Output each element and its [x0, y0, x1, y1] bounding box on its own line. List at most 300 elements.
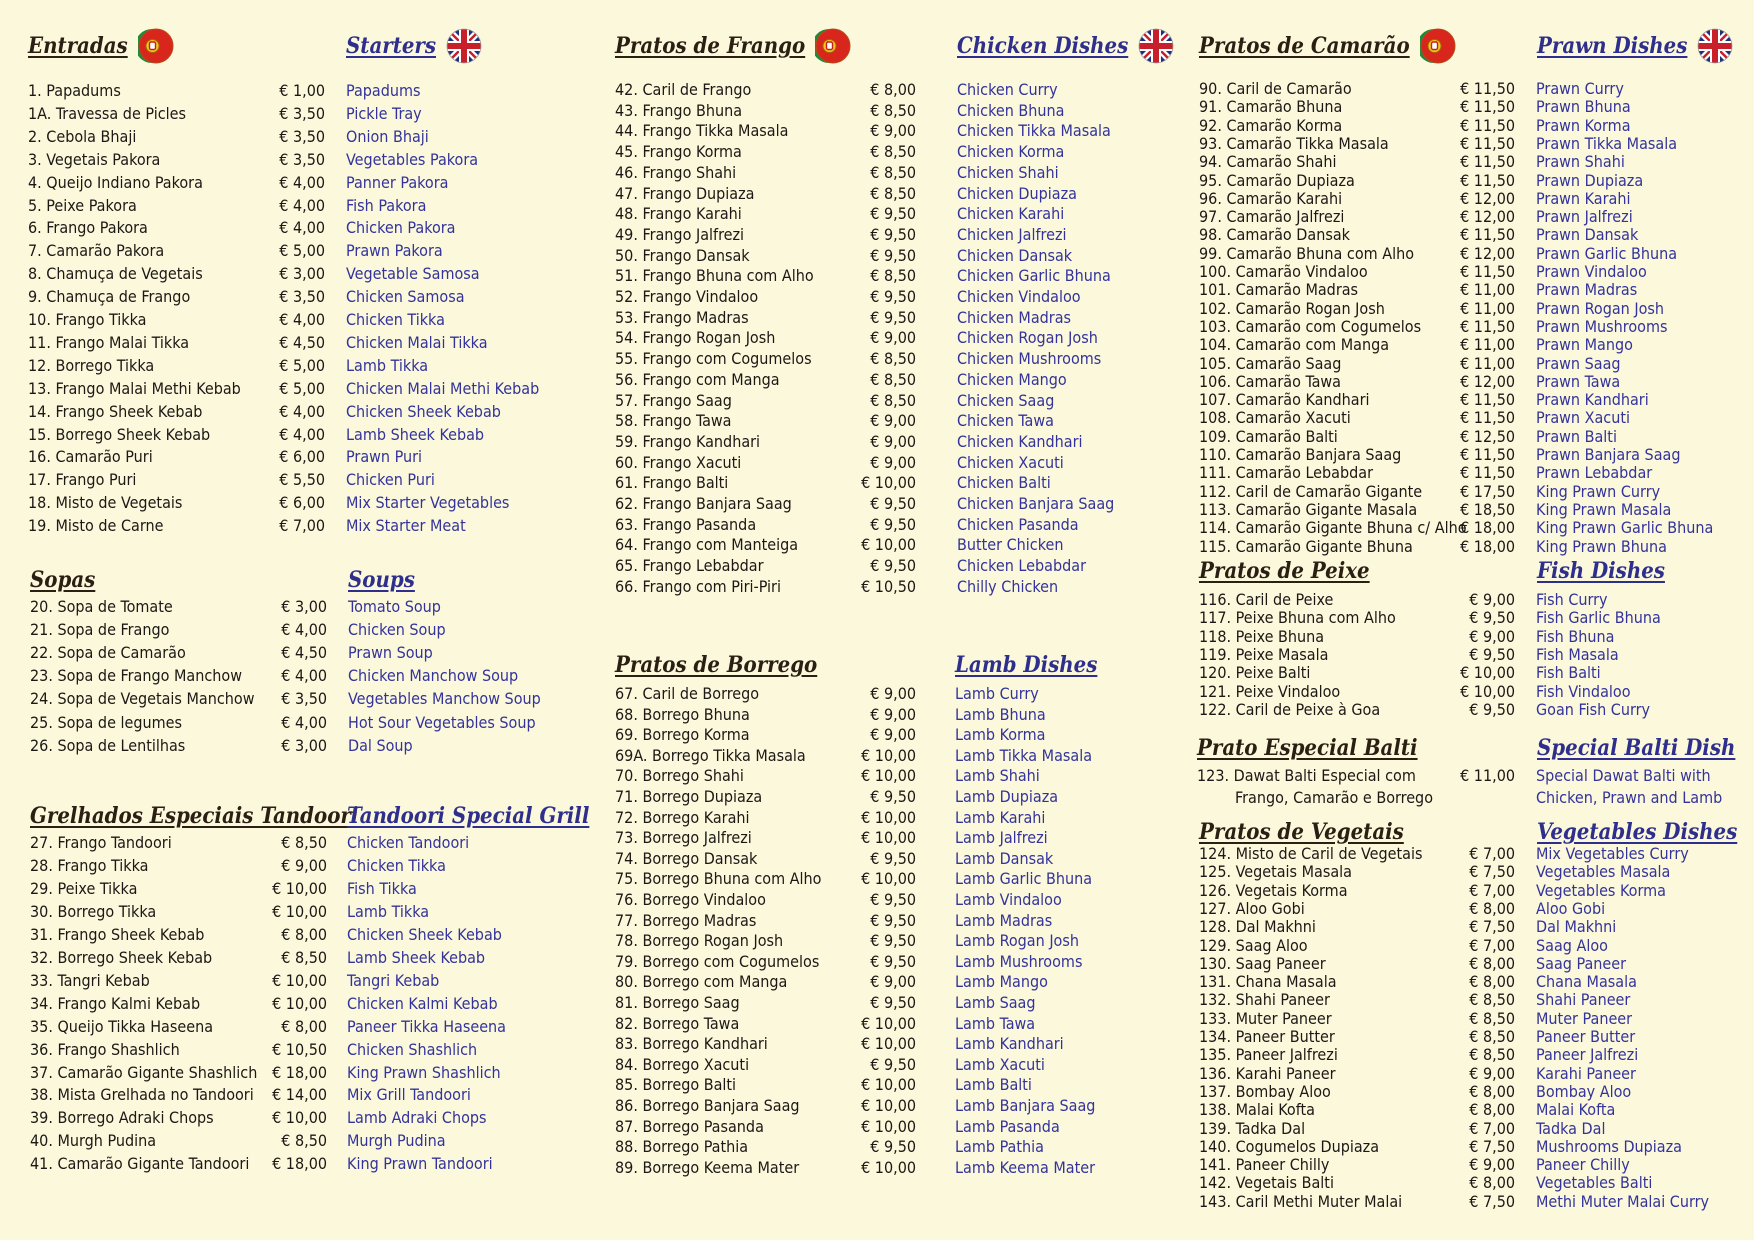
menu-item-name: 69A. Borrego Tikka Masala	[615, 745, 806, 765]
menu-item-english: King Prawn Curry	[1536, 481, 1661, 501]
menu-item-price: € 3,00	[281, 735, 327, 755]
menu-item-price: € 4,00	[279, 310, 325, 329]
menu-item-name: 82. Borrego Tawa	[615, 1013, 740, 1033]
menu-item-name: 23. Sopa de Frango Manchow	[30, 666, 242, 686]
menu-item-english: Lamb Kandhari	[955, 1034, 1064, 1054]
menu-item-english: Chicken Banjara Saag	[957, 494, 1115, 513]
section-title-pt	[28, 26, 174, 66]
menu-item-english: Chana Masala	[1536, 972, 1637, 992]
menu-item-english: Lamb Jalfrezi	[955, 828, 1048, 848]
menu-item-english: Prawn Balti	[1536, 426, 1617, 446]
menu-item-name: 122. Caril de Peixe à Goa	[1199, 699, 1381, 719]
menu-item-price: € 10,00	[861, 1096, 916, 1115]
menu-item-price: € 11,50	[1460, 225, 1515, 245]
menu-item-price: € 12,00	[1460, 207, 1515, 227]
menu-item-price: € 18,50	[1460, 499, 1515, 519]
menu-item-name: 79. Borrego com Cogumelos	[615, 951, 820, 971]
menu-item-english: Chicken Kalmi Kebab	[347, 993, 498, 1013]
menu-item-name: 80. Borrego com Manga	[615, 972, 788, 992]
menu-item-price: € 9,50	[1469, 608, 1515, 628]
menu-item-english: Muter Paneer	[1536, 1008, 1633, 1028]
menu-item-english: Prawn Rogan Josh	[1536, 298, 1665, 318]
menu-item-price: € 11,00	[1460, 353, 1515, 373]
section-title-pt-text: Grelhados Especiais Tandoori	[30, 803, 359, 829]
menu-item-name: 111. Camarão Lebabdar	[1199, 463, 1374, 483]
menu-item-price: € 11,50	[1460, 262, 1515, 281]
menu-item-price: € 18,00	[1460, 536, 1515, 556]
menu-item-english: Murgh Pudina	[347, 1131, 446, 1151]
menu-item-english: Chicken Tawa	[957, 411, 1054, 431]
menu-item-name: 91. Camarão Bhuna	[1199, 97, 1343, 117]
menu-item-name: 28. Frango Tikka	[30, 855, 149, 875]
section-title-pt	[30, 796, 358, 836]
menu-item-name: Frango, Camarão e Borrego	[1235, 788, 1433, 807]
menu-item-english: Vegetable Samosa	[346, 264, 480, 284]
section-title-pt-text: Pratos de Camarão	[1199, 33, 1410, 59]
menu-item-name: 130. Saag Paneer	[1199, 953, 1326, 973]
menu-item-english: Prawn Lebabdar	[1536, 463, 1653, 483]
menu-item-name: 75. Borrego Bhuna com Alho	[615, 869, 822, 889]
menu-item-english: Lamb Sheek Kebab	[346, 424, 485, 444]
menu-item-name: 59. Frango Kandhari	[615, 431, 761, 451]
section-title-en-text: Chicken Dishes	[957, 33, 1129, 59]
menu-item-name: 69. Borrego Korma	[615, 725, 750, 745]
menu-item-english: Chicken Vindaloo	[957, 287, 1081, 306]
menu-item-english: Mix Grill Tandoori	[347, 1085, 471, 1105]
menu-item-name: 35. Queijo Tikka Haseena	[30, 1016, 214, 1036]
menu-item-name: 81. Borrego Saag	[615, 993, 740, 1012]
menu-item-english: Chicken Sheek Kebab	[347, 924, 502, 944]
menu-item-price: € 10,00	[861, 535, 916, 555]
menu-item-english: Lamb Saag	[955, 993, 1036, 1012]
menu-item-english: Paneer Butter	[1536, 1027, 1636, 1046]
menu-item-price: € 14,00	[272, 1085, 327, 1105]
menu-item-price: € 9,00	[870, 411, 916, 431]
menu-item-english: Chicken Pakora	[346, 218, 456, 238]
menu-item-english: Prawn Kandhari	[1536, 390, 1649, 410]
menu-item-price: € 11,50	[1460, 170, 1515, 190]
menu-item-english: Chicken Puri	[346, 470, 435, 490]
menu-item-price: € 11,50	[1460, 133, 1515, 153]
portugal-flag-icon	[138, 28, 174, 64]
menu-item-price: € 11,00	[1460, 280, 1515, 300]
menu-item-price: € 10,00	[1460, 681, 1515, 701]
menu-item-english: Lamb Korma	[955, 725, 1046, 745]
menu-item-english: Vegetables Korma	[1536, 880, 1666, 900]
menu-item-name: 74. Borrego Dansak	[615, 848, 758, 868]
menu-item-name: 135. Paneer Jalfrezi	[1199, 1045, 1338, 1065]
menu-item-price: € 3,00	[281, 597, 327, 616]
menu-item-name: 113. Camarão Gigante Masala	[1199, 499, 1418, 519]
menu-item-english: Prawn Dansak	[1536, 225, 1639, 245]
menu-item-price: € 1,00	[279, 81, 325, 100]
menu-item-english: Chicken Kandhari	[957, 431, 1083, 451]
menu-item-english: Butter Chicken	[957, 535, 1064, 555]
menu-item-english: Chicken Balti	[957, 473, 1051, 493]
menu-item-english: King Prawn Tandoori	[347, 1154, 493, 1174]
menu-item-english: Papadums	[346, 81, 421, 100]
menu-item-name: 29. Peixe Tikka	[30, 878, 138, 898]
menu-item-name: 1. Papadums	[28, 81, 121, 100]
menu-item-name: 20. Sopa de Tomate	[30, 597, 173, 616]
menu-item-english: Tangri Kebab	[347, 970, 440, 990]
menu-item-english: Special Dawat Balti with	[1536, 766, 1711, 785]
menu-item-price: € 5,00	[279, 355, 325, 375]
menu-item-name: 121. Peixe Vindaloo	[1199, 681, 1341, 701]
menu-item-price: € 12,00	[1460, 188, 1515, 208]
menu-item-english: Chicken Xacuti	[957, 452, 1064, 472]
menu-item-name: 137. Bombay Aloo	[1199, 1081, 1331, 1101]
menu-item-english: Saag Aloo	[1536, 935, 1608, 955]
menu-item-price: € 8,00	[870, 80, 916, 99]
menu-item-price: € 11,50	[1460, 152, 1515, 172]
menu-item-english: Prawn Karahi	[1536, 188, 1631, 208]
menu-item-name: 8. Chamuça de Vegetais	[28, 264, 203, 284]
menu-item-english: Chicken Malai Methi Kebab	[346, 378, 540, 398]
menu-item-price: € 18,00	[272, 1154, 327, 1174]
menu-item-name: 103. Camarão com Cogumelos	[1199, 316, 1422, 336]
menu-item-english: Prawn Shahi	[1536, 152, 1625, 172]
menu-item-english: Lamb Dansak	[955, 848, 1054, 868]
menu-item-english: Paneer Chilly	[1536, 1155, 1630, 1175]
menu-item-name: 46. Frango Shahi	[615, 162, 737, 182]
menu-item-english: Fish Vindaloo	[1536, 681, 1631, 701]
menu-item-english: Mushrooms Dupiaza	[1536, 1136, 1682, 1156]
menu-item-price: € 10,00	[272, 901, 327, 921]
section-title-en	[1537, 551, 1665, 591]
menu-item-english: Dal Soup	[348, 735, 413, 755]
menu-item-english: Chicken Soup	[348, 620, 446, 640]
section-title-en-text: Starters	[346, 33, 436, 59]
menu-item-english: Tomato Soup	[348, 597, 441, 616]
menu-item-english: Lamb Garlic Bhuna	[955, 869, 1093, 889]
menu-item-price: € 9,50	[870, 890, 916, 909]
menu-item-name: 48. Frango Karahi	[615, 204, 742, 224]
menu-item-name: 24. Sopa de Vegetais Manchow	[30, 689, 255, 709]
menu-item-name: 71. Borrego Dupiaza	[615, 787, 763, 806]
menu-item-price: € 4,00	[279, 218, 325, 238]
menu-item-english: Fish Bhuna	[1536, 626, 1615, 646]
menu-item-price: € 9,00	[1469, 590, 1515, 609]
menu-item-english: Fish Garlic Bhuna	[1536, 608, 1661, 628]
menu-item-price: € 8,50	[870, 183, 916, 203]
menu-item-price: € 9,50	[870, 287, 916, 306]
section-title-en-text: Fish Dishes	[1537, 558, 1665, 584]
section-title-en	[348, 560, 415, 600]
menu-item-price: € 10,50	[861, 576, 916, 596]
section-title-en	[955, 645, 1097, 685]
menu-item-name: 107. Camarão Kandhari	[1199, 390, 1370, 410]
menu-item-english: Prawn Garlic Bhuna	[1536, 243, 1678, 263]
menu-item-english: Lamb Balti	[955, 1075, 1032, 1095]
menu-item-name: 38. Mista Grelhada no Tandoori	[30, 1085, 254, 1105]
menu-item-english: Chicken Shashlich	[347, 1039, 478, 1059]
section-title-en-text: Special Balti Dish	[1537, 735, 1736, 761]
menu-item-price: € 11,50	[1460, 115, 1515, 135]
menu-item-name: 44. Frango Tikka Masala	[615, 121, 789, 141]
section-title-en	[347, 796, 589, 836]
menu-item-name: 128. Dal Makhni	[1199, 917, 1316, 937]
menu-item-price: € 7,50	[1469, 862, 1515, 882]
menu-item-name: 98. Camarão Dansak	[1199, 225, 1350, 245]
menu-item-english: Saag Paneer	[1536, 953, 1627, 973]
menu-item-price: € 9,00	[870, 972, 916, 992]
menu-item-english: Lamb Dupiaza	[955, 787, 1059, 806]
menu-item-price: € 8,00	[281, 924, 327, 944]
menu-item-name: 14. Frango Sheek Kebab	[28, 401, 203, 421]
menu-item-name: 63. Frango Pasanda	[615, 514, 757, 534]
menu-item-name: 57. Frango Saag	[615, 390, 732, 410]
menu-item-price: € 10,00	[272, 970, 327, 990]
menu-item-english: King Prawn Shashlich	[347, 1062, 501, 1082]
menu-item-english: Panner Pakora	[346, 172, 449, 192]
menu-item-english: Chicken, Prawn and Lamb	[1536, 788, 1723, 807]
menu-item-english: Prawn Jalfrezi	[1536, 207, 1633, 227]
menu-item-name: 129. Saag Aloo	[1199, 935, 1308, 955]
menu-item-english: Fish Tikka	[347, 878, 417, 898]
portugal-flag-icon	[1420, 28, 1456, 64]
menu-item-price: € 10,00	[861, 473, 916, 493]
menu-item-price: € 9,00	[870, 121, 916, 141]
menu-item-name: 83. Borrego Kandhari	[615, 1034, 768, 1054]
menu-item-price: € 3,00	[279, 264, 325, 284]
menu-item-name: 11. Frango Malai Tikka	[28, 332, 190, 352]
menu-item-price: € 9,00	[1469, 626, 1515, 646]
menu-item-english: Vegetables Masala	[1536, 862, 1671, 882]
menu-item-english: Prawn Mango	[1536, 335, 1633, 355]
menu-item-english: Vegetables Pakora	[346, 149, 479, 169]
menu-item-name: 9. Chamuça de Frango	[28, 287, 191, 307]
menu-item-price: € 7,00	[1469, 880, 1515, 900]
menu-item-english: Dal Makhni	[1536, 917, 1617, 937]
menu-item-price: € 3,50	[279, 126, 325, 146]
menu-item-price: € 10,00	[272, 993, 327, 1013]
menu-item-english: Chicken Shahi	[957, 162, 1059, 182]
uk-flag-icon	[1138, 28, 1174, 64]
menu-item-english: Malai Kofta	[1536, 1100, 1616, 1120]
menu-item-name: 89. Borrego Keema Mater	[615, 1157, 800, 1177]
menu-item-english: Lamb Tawa	[955, 1013, 1036, 1033]
menu-item-name: 136. Karahi Paneer	[1199, 1063, 1336, 1083]
menu-item-price: € 17,50	[1460, 481, 1515, 501]
menu-item-price: € 3,50	[279, 103, 325, 123]
menu-item-price: € 10,00	[861, 1157, 916, 1177]
menu-item-name: 64. Frango com Manteiga	[615, 535, 799, 555]
menu-item-price: € 10,00	[861, 1013, 916, 1033]
menu-item-price: € 10,00	[861, 1034, 916, 1054]
menu-item-price: € 9,50	[870, 787, 916, 806]
menu-item-price: € 11,50	[1460, 97, 1515, 117]
menu-item-english: Prawn Madras	[1536, 280, 1638, 300]
menu-item-english: Chicken Tikka	[347, 855, 446, 875]
menu-item-price: € 8,00	[1469, 1100, 1515, 1120]
menu-item-english: Lamb Bhuna	[955, 704, 1046, 724]
menu-item-name: 15. Borrego Sheek Kebab	[28, 424, 211, 444]
menu-item-price: € 4,00	[279, 172, 325, 192]
menu-item-english: Lamb Banjara Saag	[955, 1096, 1096, 1115]
menu-item-price: € 11,50	[1460, 463, 1515, 483]
menu-item-price: € 4,00	[281, 666, 327, 686]
menu-item-name: 88. Borrego Pathia	[615, 1137, 749, 1157]
menu-item-price: € 9,50	[870, 993, 916, 1012]
menu-item-name: 37. Camarão Gigante Shashlich	[30, 1062, 258, 1082]
menu-item-name: 36. Frango Shashlich	[30, 1039, 180, 1059]
menu-item-name: 100. Camarão Vindaloo	[1199, 262, 1368, 281]
menu-item-price: € 8,00	[1469, 1081, 1515, 1101]
menu-item-name: 84. Borrego Xacuti	[615, 1054, 750, 1074]
menu-item-price: € 3,50	[281, 689, 327, 709]
menu-item-name: 72. Borrego Karahi	[615, 807, 750, 827]
menu-item-price: € 9,00	[870, 684, 916, 703]
menu-item-name: 62. Frango Banjara Saag	[615, 494, 792, 513]
menu-item-price: € 8,50	[1469, 1045, 1515, 1065]
menu-item-price: € 9,00	[870, 704, 916, 724]
menu-item-english: Prawn Banjara Saag	[1536, 445, 1681, 464]
menu-item-name: 47. Frango Dupiaza	[615, 183, 755, 203]
menu-item-name: 41. Camarão Gigante Tandoori	[30, 1154, 250, 1174]
menu-item-name: 49. Frango Jalfrezi	[615, 224, 745, 244]
menu-item-name: 134. Paneer Butter	[1199, 1027, 1335, 1046]
menu-item-english: Chicken Karahi	[957, 204, 1065, 224]
menu-item-name: 124. Misto de Caril de Vegetais	[1199, 844, 1423, 863]
menu-item-english: Chicken Rogan Josh	[957, 328, 1098, 348]
menu-item-price: € 9,00	[870, 452, 916, 472]
menu-item-english: Lamb Karahi	[955, 807, 1046, 827]
section-title-pt	[1199, 551, 1370, 591]
menu-item-name: 125. Vegetais Masala	[1199, 862, 1352, 882]
menu-item-name: 50. Frango Dansak	[615, 245, 750, 265]
menu-item-name: 96. Camarão Karahi	[1199, 188, 1343, 208]
menu-item-name: 30. Borrego Tikka	[30, 901, 157, 921]
menu-item-name: 7. Camarão Pakora	[28, 241, 165, 261]
menu-item-english: Lamb Sheek Kebab	[347, 947, 486, 967]
menu-item-english: Methi Muter Malai Curry	[1536, 1191, 1710, 1211]
menu-item-name: 116. Caril de Peixe	[1199, 590, 1334, 609]
menu-item-name: 65. Frango Lebabdar	[615, 556, 764, 576]
menu-item-english: Lamb Rogan Josh	[955, 931, 1079, 951]
menu-item-price: € 9,50	[870, 307, 916, 327]
menu-item-price: € 8,00	[281, 1016, 327, 1036]
menu-item-name: 61. Frango Balti	[615, 473, 729, 493]
menu-item-price: € 8,50	[870, 369, 916, 389]
menu-item-name: 39. Borrego Adraki Chops	[30, 1108, 214, 1128]
menu-item-price: € 18,00	[1460, 518, 1515, 538]
menu-item-price: € 8,00	[1469, 972, 1515, 992]
menu-item-price: € 12,00	[1460, 371, 1515, 391]
menu-item-english: Chicken Madras	[957, 307, 1072, 327]
menu-item-name: 112. Caril de Camarão Gigante	[1199, 481, 1423, 501]
menu-item-name: 86. Borrego Banjara Saag	[615, 1096, 800, 1115]
menu-item-name: 97. Camarão Jalfrezi	[1199, 207, 1345, 227]
menu-item-price: € 9,50	[870, 204, 916, 224]
menu-item-english: Prawn Bhuna	[1536, 97, 1631, 117]
section-title-en	[1537, 26, 1733, 66]
menu-item-name: 5. Peixe Pakora	[28, 195, 137, 215]
menu-item-price: € 9,50	[870, 1137, 916, 1157]
section-title-en	[957, 26, 1174, 66]
section-title-en-text: Vegetables Dishes	[1537, 819, 1738, 845]
portugal-flag-icon	[815, 28, 851, 64]
menu-item-price: € 8,50	[281, 1131, 327, 1151]
menu-item-price: € 11,00	[1460, 766, 1515, 785]
section-title-pt	[30, 560, 95, 600]
menu-item-name: 40. Murgh Pudina	[30, 1131, 157, 1151]
section-title-pt	[615, 645, 817, 685]
menu-item-price: € 11,50	[1460, 408, 1515, 428]
menu-item-name: 73. Borrego Jalfrezi	[615, 828, 752, 848]
menu-item-price: € 3,50	[279, 149, 325, 169]
menu-item-english: Vegetables Manchow Soup	[348, 689, 541, 709]
menu-item-name: 143. Caril Methi Muter Malai	[1199, 1191, 1403, 1211]
menu-item-name: 90. Caril de Camarão	[1199, 79, 1352, 98]
menu-item-english: Chicken Jalfrezi	[957, 224, 1067, 244]
menu-item-english: Prawn Xacuti	[1536, 408, 1630, 428]
menu-item-name: 118. Peixe Bhuna	[1199, 626, 1325, 646]
menu-item-name: 19. Misto de Carne	[28, 516, 164, 536]
menu-item-english: Lamb Mango	[955, 972, 1048, 992]
menu-item-price: € 9,50	[870, 224, 916, 244]
menu-item-price: € 10,50	[272, 1039, 327, 1059]
menu-item-name: 21. Sopa de Frango	[30, 620, 170, 640]
menu-item-price: € 8,00	[1469, 898, 1515, 918]
menu-item-english: King Prawn Bhuna	[1536, 536, 1667, 556]
menu-item-name: 102. Camarão Rogan Josh	[1199, 298, 1385, 318]
menu-item-price: € 8,50	[281, 947, 327, 967]
menu-item-english: Prawn Dupiaza	[1536, 170, 1644, 190]
menu-item-price: € 8,50	[870, 390, 916, 410]
menu-item-name: 132. Shahi Paneer	[1199, 990, 1330, 1010]
menu-item-name: 26. Sopa de Lentilhas	[30, 735, 186, 755]
menu-item-price: € 8,50	[870, 266, 916, 286]
section-title-en-text: Lamb Dishes	[955, 652, 1098, 678]
menu-item-english: Prawn Curry	[1536, 79, 1624, 98]
menu-item-name: 106. Camarão Tawa	[1199, 371, 1341, 391]
menu-item-english: Lamb Adraki Chops	[347, 1108, 487, 1128]
section-title-en	[1537, 728, 1735, 768]
menu-item-name: 105. Camarão Saag	[1199, 353, 1342, 373]
menu-item-english: Chicken Manchow Soup	[348, 666, 519, 686]
menu-item-name: 92. Camarão Korma	[1199, 115, 1343, 135]
menu-item-name: 108. Camarão Xacuti	[1199, 408, 1351, 428]
menu-item-price: € 4,50	[281, 643, 327, 663]
menu-item-name: 126. Vegetais Korma	[1199, 880, 1348, 900]
menu-item-name: 2. Cebola Bhaji	[28, 126, 137, 146]
menu-item-price: € 4,00	[279, 195, 325, 215]
menu-item-english: Chicken Tikka	[346, 310, 445, 329]
menu-item-price: € 12,50	[1460, 426, 1515, 446]
menu-item-name: 139. Tadka Dal	[1199, 1118, 1306, 1138]
menu-item-english: Paneer Tikka Haseena	[347, 1016, 506, 1036]
menu-item-price: € 4,00	[279, 424, 325, 444]
menu-item-english: Tadka Dal	[1536, 1118, 1606, 1138]
menu-item-english: Chicken Tikka Masala	[957, 121, 1111, 141]
section-title-pt-text: Prato Especial Balti	[1197, 735, 1418, 761]
section-title-pt-text: Pratos de Frango	[615, 33, 806, 59]
menu-item-english: Prawn Pakora	[346, 241, 443, 261]
menu-item-price: € 10,00	[272, 878, 327, 898]
menu-item-price: € 9,50	[870, 245, 916, 265]
menu-item-price: € 7,00	[1469, 1118, 1515, 1138]
menu-item-name: 22. Sopa de Camarão	[30, 643, 186, 663]
menu-item-name: 138. Malai Kofta	[1199, 1100, 1315, 1120]
menu-item-english: Mix Vegetables Curry	[1536, 844, 1689, 863]
menu-item-english: Chicken Pasanda	[957, 514, 1079, 534]
menu-item-price: € 7,50	[1469, 917, 1515, 937]
menu-item-name: 95. Camarão Dupiaza	[1199, 170, 1355, 190]
menu-item-english: Goan Fish Curry	[1536, 699, 1651, 719]
menu-item-english: Fish Balti	[1536, 663, 1601, 683]
menu-item-price: € 7,50	[1469, 1191, 1515, 1211]
